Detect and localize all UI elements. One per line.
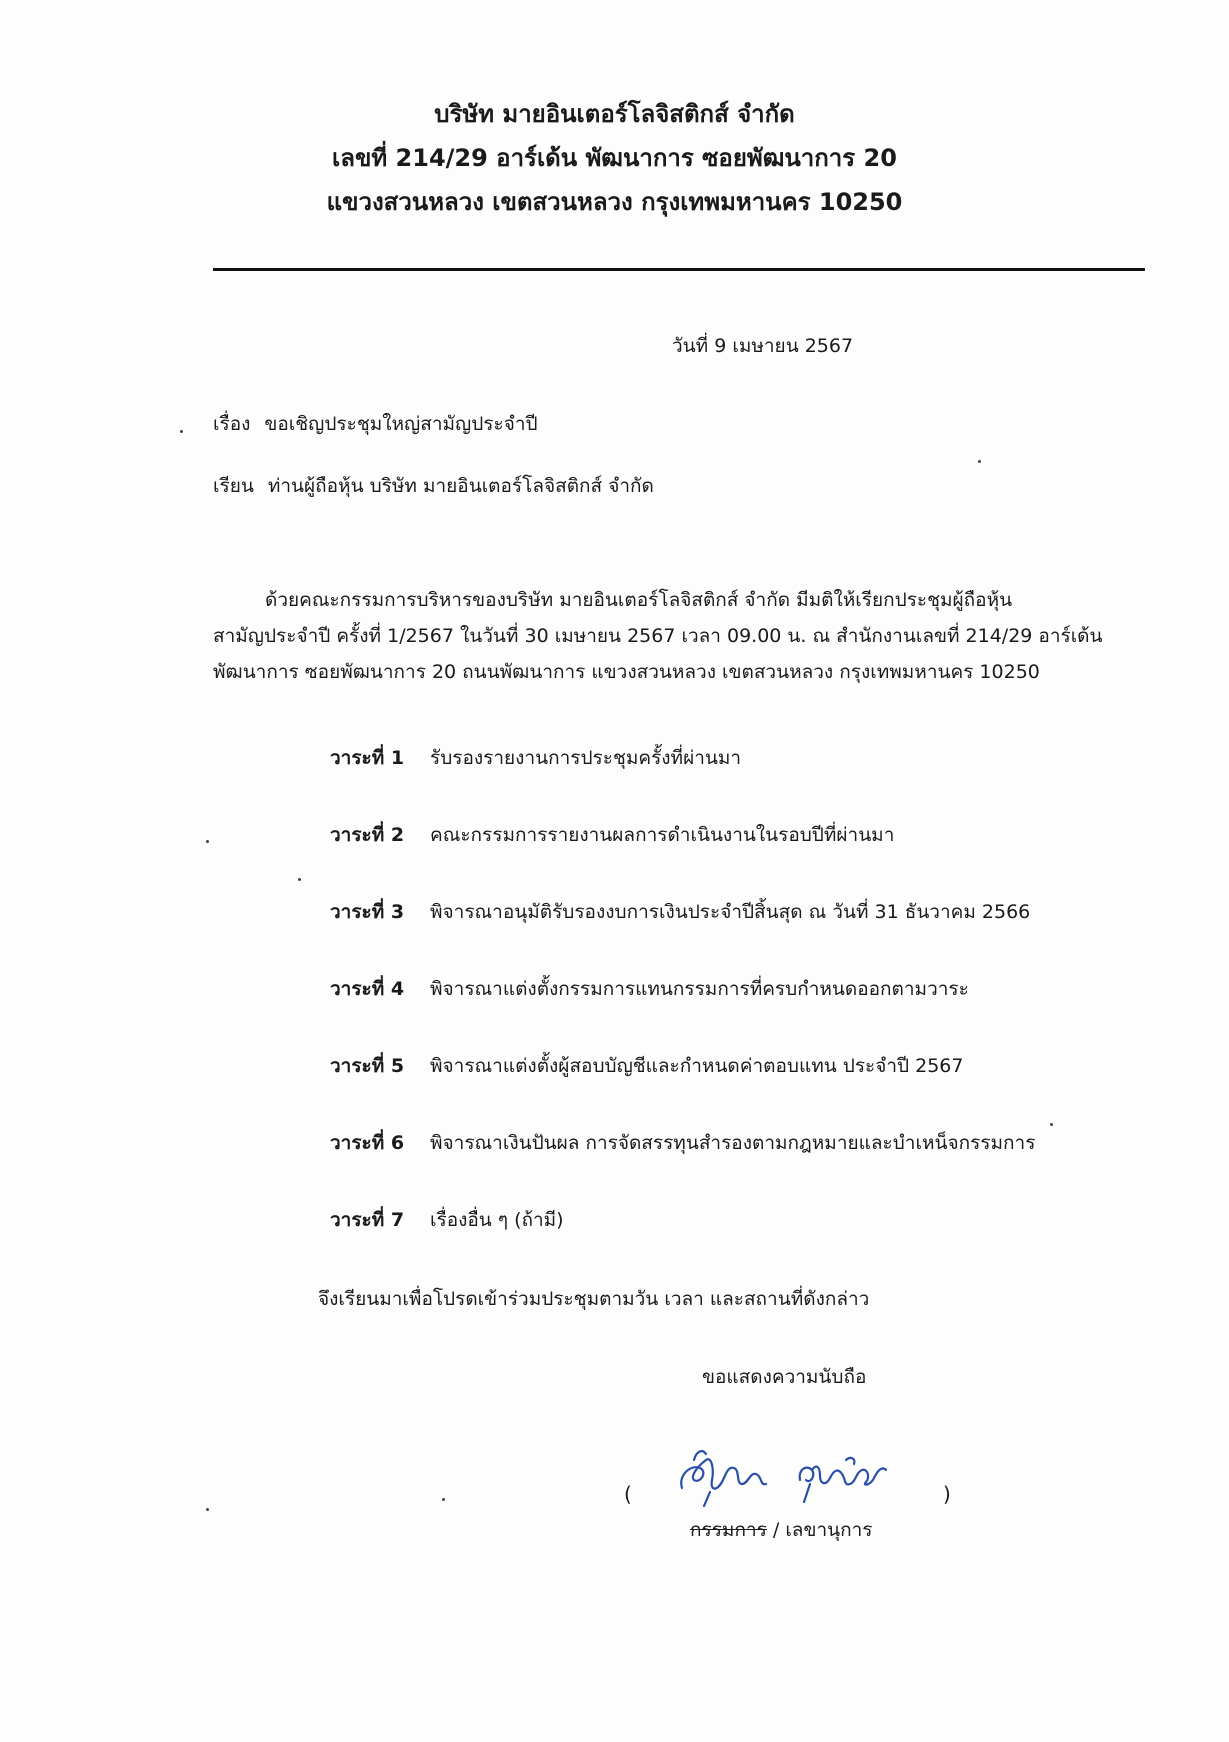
agenda-label: วาระที่ 2 [330,824,405,846]
signature-close-paren: ) [943,1482,951,1506]
agenda-item [330,1131,1035,1208]
agenda-label: วาระที่ 5 [330,1055,405,1077]
agenda-list [330,746,1035,1285]
agenda-text: พิจารณาอนุมัติรับรองงบการเงินประจำปีสิ้นสุด ณ วันที่ 31 ธันวาคม 2566 [430,901,1031,923]
regards-line: ขอแสดงความนับถือ [702,1366,867,1388]
agenda-text: เรื่องอื่น ๆ (ถ้ามี) [430,1209,564,1231]
scan-speck [1050,1123,1053,1126]
body-line-1: ด้วยคณะกรรมการบริหารของบริษัท มายอินเตอร์โลจิสติกส์ จำกัด มีมติให้เรียกประชุมผู้ถือหุ้น [265,589,1013,611]
subject-value: ขอเชิญประชุมใหญ่สามัญประจำปี [264,413,538,435]
agenda-label: วาระที่ 4 [330,978,405,1000]
agenda-text: พิจารณาเงินปันผล การจัดสรรทุนสำรองตามกฎหมายและบำเหน็จกรรมการ [430,1132,1036,1154]
scan-speck [206,840,209,843]
header-divider [213,268,1145,271]
signature-open-paren: ( [624,1482,632,1506]
agenda-label: วาระที่ 1 [330,747,405,769]
agenda-item [330,900,1035,977]
agenda-item [330,823,1035,900]
scan-speck [978,460,981,463]
body-line-2: สามัญประจำปี ครั้งที่ 1/2567 ในวันที่ 30 เมษายน 2567 เวลา 09.00 น. ณ สำนักงานเลขที่ 214/29 อาร์เด้น [213,625,1103,647]
letter-date: วันที่ 9 เมษายน 2567 [672,335,854,357]
struck-director-title: กรรมการ [690,1519,767,1541]
closing-sentence: จึงเรียนมาเพื่อโปรดเข้าร่วมประชุมตามวัน เวลา และสถานที่ดังกล่าว [318,1288,870,1310]
company-letterhead [0,92,1229,224]
company-name: บริษัท มายอินเตอร์โลจิสติกส์ จำกัด [434,100,795,128]
company-address-line-1: เลขที่ 214/29 อาร์เด้น พัฒนาการ ซอยพัฒนาการ 20 [332,144,897,172]
scan-speck [206,1508,209,1511]
agenda-label: วาระที่ 6 [330,1132,405,1154]
recipient-label: เรียน [213,475,254,497]
signer-title [690,1518,872,1542]
agenda-item [330,1208,1035,1285]
letter-body [213,582,1143,690]
body-line-3: พัฒนาการ ซอยพัฒนาการ 20 ถนนพัฒนาการ แขวงสวนหลวง เขตสวนหลวง กรุงเทพมหานคร 10250 [213,661,1040,683]
agenda-item [330,746,1035,823]
company-address-line-2: แขวงสวนหลวง เขตสวนหลวง กรุงเทพมหานคร 10250 [326,188,903,216]
letter-subject [213,412,538,436]
agenda-label: วาระที่ 3 [330,901,405,923]
agenda-text: คณะกรรมการรายงานผลการดำเนินงานในรอบปีที่ผ่านมา [430,824,895,846]
scan-speck [298,878,301,881]
agenda-item [330,1054,1035,1131]
title-separator: / [766,1519,786,1541]
recipient-value: ท่านผู้ถือหุ้น บริษัท มายอินเตอร์โลจิสติกส์ จำกัด [267,475,654,497]
agenda-text: รับรองรายงานการประชุมครั้งที่ผ่านมา [430,747,742,769]
handwritten-signature [660,1430,960,1510]
secretary-title: เลขานุการ [785,1519,873,1541]
subject-label: เรื่อง [213,413,251,435]
scan-speck [442,1498,445,1501]
letter-recipient [213,474,654,498]
scan-speck [180,430,183,433]
agenda-item [330,977,1035,1054]
agenda-label: วาระที่ 7 [330,1209,405,1231]
agenda-text: พิจารณาแต่งตั้งกรรมการแทนกรรมการที่ครบกำหนดออกตามวาระ [430,978,969,1000]
agenda-text: พิจารณาแต่งตั้งผู้สอบบัญชีและกำหนดค่าตอบแทน ประจำปี 2567 [430,1055,964,1077]
